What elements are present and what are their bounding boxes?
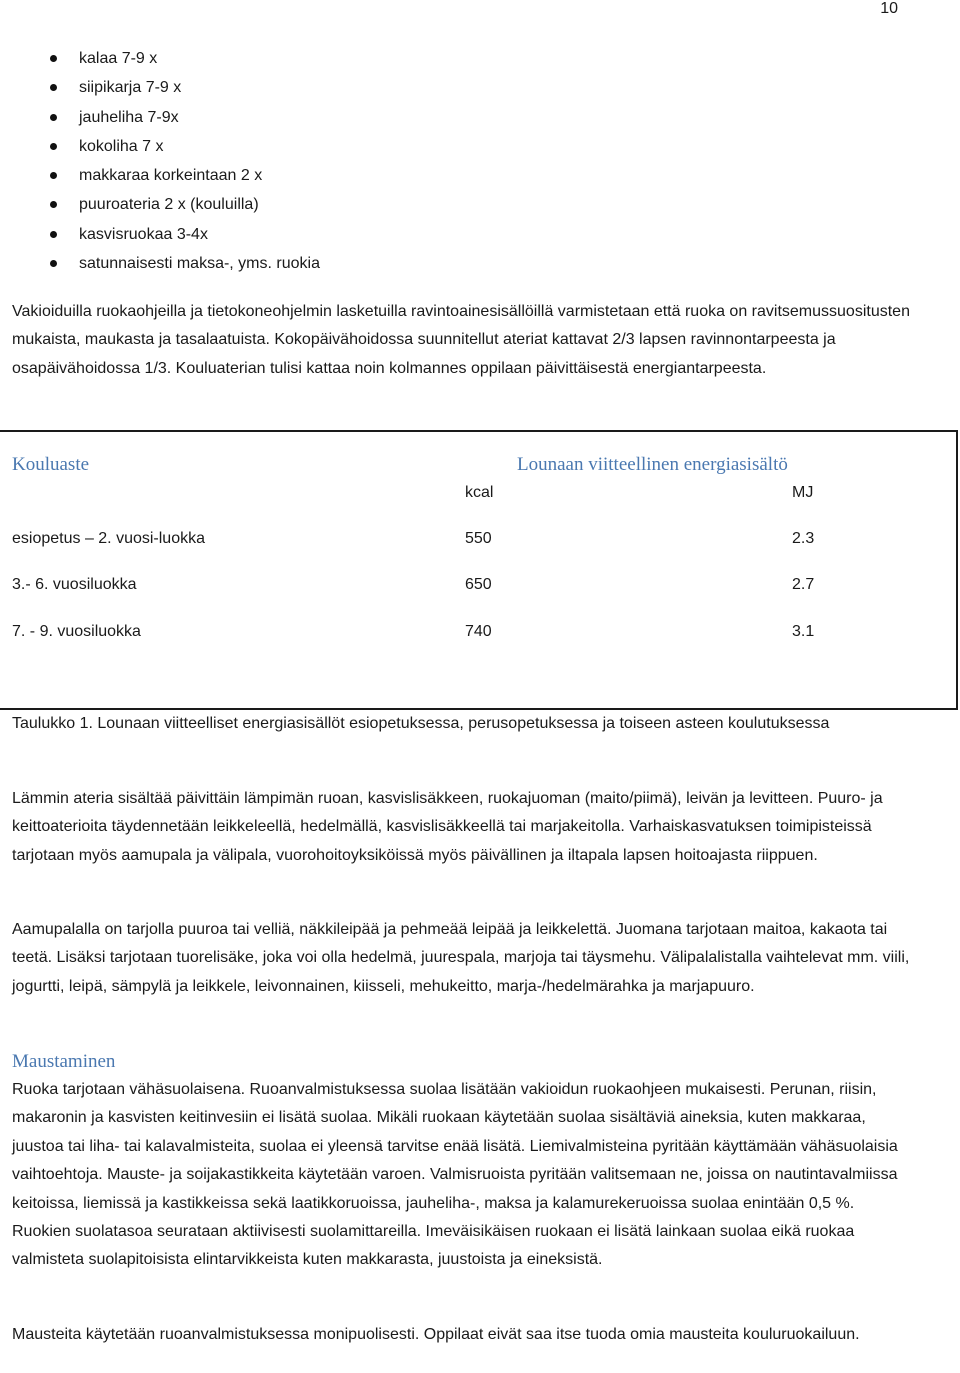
table-caption: Taulukko 1. Lounaan viitteelliset energiasisällöt esiopetuksessa, perusopetuksessa ja toiseen asteen koulutuksessa bbox=[12, 715, 830, 732]
list-item-text: siipikarja 7-9 x bbox=[79, 79, 182, 97]
list-item-text: kasvisruokaa 3-4x bbox=[79, 225, 208, 243]
table-cell-mj: 2.7 bbox=[792, 576, 815, 593]
list-item bbox=[0, 73, 320, 102]
bullet-icon bbox=[50, 143, 57, 150]
table-cell-level: 3.- 6. vuosiluokka bbox=[12, 576, 137, 593]
bullet-icon bbox=[50, 55, 57, 62]
list-item bbox=[0, 190, 320, 219]
list-item bbox=[0, 132, 320, 161]
bullet-icon bbox=[50, 114, 57, 121]
bullet-icon bbox=[50, 231, 57, 238]
list-item bbox=[0, 103, 320, 132]
bullet-icon bbox=[50, 84, 57, 91]
bullet-icon bbox=[50, 201, 57, 208]
list-item-text: makkaraa korkeintaan 2 x bbox=[79, 167, 263, 185]
table-cell-kcal: 650 bbox=[465, 576, 492, 593]
list-item bbox=[0, 220, 320, 249]
table-unit-kcal: kcal bbox=[465, 484, 494, 501]
table-cell-mj: 2.3 bbox=[792, 530, 815, 547]
list-item bbox=[0, 249, 320, 278]
list-item-text: kalaa 7-9 x bbox=[79, 50, 158, 67]
table-cell-level: 7. - 9. vuosiluokka bbox=[12, 623, 141, 640]
table-unit-mj: MJ bbox=[792, 484, 814, 501]
section-title-seasoning: Maustaminen bbox=[12, 1051, 116, 1072]
intro-paragraph: Vakioiduilla ruokaohjeilla ja tietokoneohjelmin lasketuilla ravintoainesisällöillä varmistetaan että ruoka on ravitsemussuositusten mukaista, maukasta ja tasalaatuista. Kokopäivähoidossa suunnitellut ateriat kattavat 2/3 lapsen ravinnontarpeesta ja osapäivähoidossa 1/3. Kouluaterian tulisi kattaa noin kolmannes oppilaan päivittäisestä energiantarpeesta. bbox=[12, 303, 910, 377]
warm-meal-paragraph: Lämmin ateria sisältää päivittäin lämpimän ruoan, kasvislisäkkeen, ruokajuoman (maito/piimä), leivän ja levitteen. Puuro- ja keittoaterioita täydennetään leikkeleellä, hedelmällä, kasvislisäkkeellä tai marjakeitolla. Varhaiskasvatuksen toimipisteissä tarjotaan myös aamupala ja välipala, vuorohoitoyksiköissä myös päivällinen ja iltapala lapsen hoitoajasta riippuen. bbox=[12, 790, 883, 864]
table-cell-kcal: 550 bbox=[465, 530, 492, 547]
energy-table bbox=[0, 430, 958, 710]
spices-paragraph: Mausteita käytetään ruoanvalmistuksessa monipuolisesti. Oppilaat eivät saa itse tuoda omia mausteita kouluruokailuun. bbox=[12, 1326, 860, 1343]
list-item bbox=[0, 44, 320, 73]
list-item-text: jauheliha 7-9x bbox=[79, 108, 179, 126]
bullet-icon bbox=[50, 172, 57, 179]
table-cell-mj: 3.1 bbox=[792, 623, 815, 640]
list-item-text: satunnaisesti maksa-, yms. ruokia bbox=[79, 255, 320, 273]
bullet-icon bbox=[50, 260, 57, 267]
list-item bbox=[0, 161, 320, 190]
table-cell-kcal: 740 bbox=[465, 623, 492, 640]
seasoning-paragraph: Ruoka tarjotaan vähäsuolaisena. Ruoanvalmistuksessa suolaa lisätään vakioidun ruokaohjeen mukaisesti. Perunan, riisin, makaronin ja kasvisten keitinvesiin ei lisätä suolaa. Mikäli ruokaan käytetään suolaa sisältäviä aineksia, kuten makkaraa, juustoa tai liha- tai kalavalmisteita, suolaa ei yleensä tarvitse enää lisätä. Liemivalmisteina pyritään käyttämään vähäsuolaisia vaihtoehtoja. Mauste- ja soijakastikkeita käytetään varoen. Valmisruoista pyritään valitsemaan ne, joissa on nautintavalmiissa keitoissa, liemissä ja kastikkeissa sekä laatikkoruoissa, jauheliha-, maksa ja kalamurekeruoissa suolaa enintään 0,5 %. Ruokien suolatasoa seurataan aktiivisesti suolamittareilla. Imeväisikäisen ruokaan ei lisätä lainkaan suolaa eikä ruokaa valmisteta suolapitoisista elintarvikkeista kuten makkarasta, juustoista ja eineksistä. bbox=[12, 1081, 898, 1269]
table-header-energy: Lounaan viitteellinen energiasisältö bbox=[517, 454, 788, 475]
page-number: 10 bbox=[880, 0, 898, 17]
table-cell-level: esiopetus – 2. vuosi-luokka bbox=[12, 530, 205, 547]
food-frequency-list bbox=[0, 44, 320, 278]
breakfast-paragraph: Aamupalalla on tarjolla puuroa tai velliä, näkkileipää ja pehmeää leipää ja leikkelettä. Juomana tarjotaan maitoa, kakaota tai teetä. Lisäksi tarjotaan tuorelisäke, joka voi olla hedelmä, juurespala, marjoja tai täysmehu. Välipalalistalla vaihtelevat mm. viili, jogurtti, leipä, sämpylä ja leikkele, leivonnainen, kiisseli, mehukeitto, marja-/hedelmärahka ja marjapuuro. bbox=[12, 921, 910, 995]
list-item-text: kokoliha 7 x bbox=[79, 137, 164, 155]
table-header-school-level: Kouluaste bbox=[12, 454, 90, 475]
list-item-text: puuroateria 2 x (kouluilla) bbox=[79, 196, 259, 214]
